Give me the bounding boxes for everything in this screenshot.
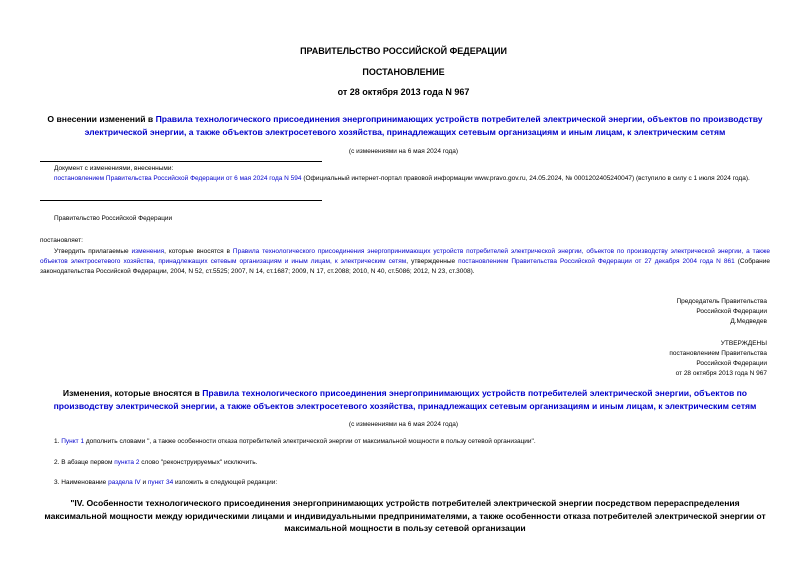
changes-edition-note: (с изменениями на 6 мая 2024 года) bbox=[348, 421, 459, 428]
point-2-link[interactable]: пункта 2 bbox=[114, 459, 140, 466]
section-iv-link[interactable]: раздела IV bbox=[108, 479, 141, 486]
point-1-link[interactable]: Пункт 1 bbox=[61, 438, 85, 445]
p1-text-c: , утвержденные bbox=[406, 258, 459, 265]
item-1 bbox=[54, 437, 770, 447]
edition-note: (с изменениями на 6 мая 2024 года) bbox=[348, 148, 459, 155]
divider-bottom bbox=[40, 200, 322, 201]
amendment-link[interactable]: постановлением Правительства Российской Федерации от 6 мая 2024 года N 594 bbox=[54, 175, 302, 182]
item-2-text-a: 2. В абзаце первом bbox=[54, 459, 115, 466]
p1-text-d: (Собрание законодательства Российской Федерации, 2004, N 52, ст.5525; 2007, N 14, ст.1687; 2009, N 17, ст.2088; 2010, N 40, ст.5086; 2012, N 23, ст.3008). bbox=[40, 258, 770, 275]
document-title bbox=[40, 113, 770, 139]
document-type: ПОСТАНОВЛЕНИЕ bbox=[362, 67, 445, 77]
item-1-number: 1. bbox=[54, 438, 62, 445]
item-3-text-mid: и bbox=[140, 479, 148, 486]
approved-by: постановлением Правительства bbox=[669, 350, 767, 357]
rules-link-changes[interactable]: Правила технологического присоединения энергопринимающих устройств потребителей электрической энергии, объектов по производству электрической энергии, а также объектов электросетевого хозяйства, принадлежащих сетевым организациям и иным лицам, к электрическим сетям bbox=[53, 388, 757, 411]
changes-title bbox=[40, 387, 770, 413]
title-prefix: О внесении изменений в bbox=[47, 114, 156, 124]
rules-link[interactable]: Правила технологического присоединения энергопринимающих устройств потребителей электрической энергии, объектов по производству электрической энергии, а также объектов электросетевого хозяйства, принадлежащих сетевым организациям и иным лицам, к электрическим сетям bbox=[84, 114, 763, 137]
changes-details bbox=[54, 174, 772, 184]
item-2 bbox=[54, 458, 770, 468]
government-label: Правительство Российской Федерации bbox=[54, 215, 173, 222]
item-3 bbox=[54, 478, 770, 488]
paragraph-approve bbox=[40, 247, 770, 277]
item-1-text: дополнить словами ", а также особенности отказа потребителей электрической энергии от максимальной мощности в пользу сетевой организации". bbox=[84, 438, 536, 445]
signature-country: Российской Федерации bbox=[696, 308, 767, 315]
p1-text-b: , которые вносятся в bbox=[164, 248, 233, 255]
item-2-text-b: слово "реконструируемых" исключить. bbox=[139, 459, 258, 466]
signature-name: Д.Медведев bbox=[730, 318, 767, 325]
document-date-number: от 28 октября 2013 года N 967 bbox=[337, 87, 470, 97]
point-34-link[interactable]: пункт 34 bbox=[147, 479, 174, 486]
divider-top bbox=[40, 161, 322, 162]
changes-intro: Документ с изменениями, внесенными: bbox=[54, 165, 174, 172]
changes-title-prefix: Изменения, которые вносятся в bbox=[62, 388, 203, 398]
government-heading: ПРАВИТЕЛЬСТВО РОССИЙСКОЙ ФЕДЕРАЦИИ bbox=[300, 46, 507, 56]
section-iv-heading: "IV. Особенности технологического присоединения энергопринимающих устройств потребителей электрической энергии посредством перераспределения максимальной мощности между юридическими лицами и индивидуальными предпринимателями, а также особенности отказа потребителей электрической энергии от максимальной мощности в пользу сетевой организации bbox=[44, 498, 766, 533]
p1-text-a: Утвердить прилагаемые bbox=[54, 248, 132, 255]
item-3-text-b: изложить в следующей редакции: bbox=[173, 479, 278, 486]
rules-link-body[interactable]: Правила технологического присоединения энергопринимающих устройств потребителей электрической энергии, объектов по производству электрической энергии, а также объектов электросетевого хозяйства, принадлежащих сетевым организациям и иным лицам, к электрическим сетям bbox=[40, 248, 770, 265]
changes-link[interactable]: изменения bbox=[131, 248, 165, 255]
approved-label: УТВЕРЖДЕНЫ bbox=[720, 340, 767, 347]
amendment-source: (Официальный интернет-портал правовой информации www.pravo.gov.ru, 24.05.2024, № 0001202405240047) (вступило в силу с 1 июля 2024 года). bbox=[301, 175, 750, 182]
signature-title: Председатель Правительства bbox=[676, 298, 767, 305]
decree-861-link[interactable]: постановлением Правительства Российской Федерации от 27 декабря 2004 года N 861 bbox=[458, 258, 735, 265]
signature-block bbox=[676, 297, 767, 327]
approved-date: от 28 октября 2013 года N 967 bbox=[675, 370, 767, 377]
approved-block bbox=[669, 339, 767, 379]
decrees-label: постановляет: bbox=[40, 237, 83, 244]
approved-country: Российской Федерации bbox=[696, 360, 767, 367]
item-3-text-a: 3. Наименование bbox=[54, 479, 109, 486]
